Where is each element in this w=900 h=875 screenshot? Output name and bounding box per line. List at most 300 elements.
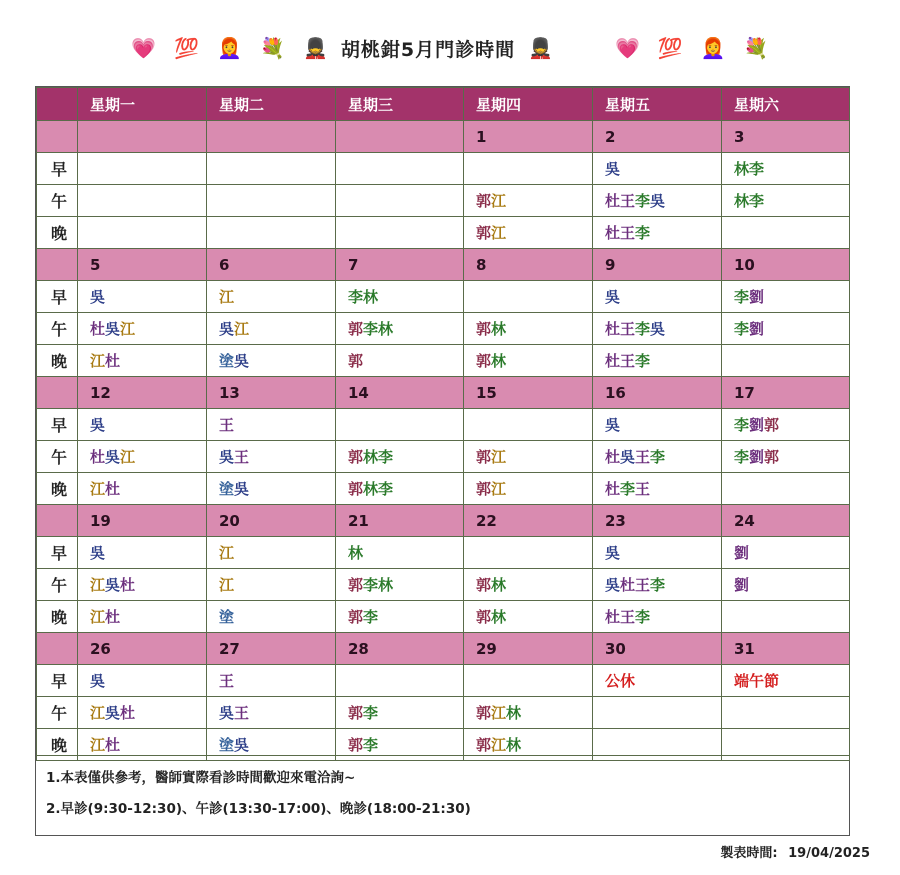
slot-label: 午 bbox=[37, 441, 78, 473]
doctor-cell bbox=[593, 697, 722, 729]
doctor-cell bbox=[78, 601, 207, 633]
doctor-name: 杜 bbox=[605, 608, 621, 626]
doctor-cell bbox=[336, 665, 464, 697]
doctor-name: 林 bbox=[734, 192, 750, 210]
left-emoji-0: 💗 bbox=[131, 36, 157, 60]
doctor-cell bbox=[593, 217, 722, 249]
doctor-cell bbox=[78, 281, 207, 313]
doctor-name: 郭 bbox=[476, 480, 492, 498]
doctor-cell bbox=[336, 601, 464, 633]
doctor-name: 李 bbox=[363, 704, 379, 722]
doctor-cell bbox=[78, 185, 207, 217]
doctor-name: 王 bbox=[620, 608, 636, 626]
doctor-cell bbox=[722, 313, 850, 345]
doctor-name: 李 bbox=[363, 320, 379, 338]
date-cell: 8 bbox=[464, 249, 593, 281]
doctor-name: 江 bbox=[219, 288, 235, 306]
doctor-name: 王 bbox=[620, 352, 636, 370]
date-row bbox=[37, 121, 850, 153]
doctor-cell bbox=[336, 409, 464, 441]
doctor-cell bbox=[593, 473, 722, 505]
slot-label: 午 bbox=[37, 697, 78, 729]
doctor-cell bbox=[722, 569, 850, 601]
doctor-name: 林 bbox=[348, 544, 364, 562]
date-cell: 1 bbox=[464, 121, 593, 153]
slot-label: 午 bbox=[37, 569, 78, 601]
slot-row bbox=[37, 409, 850, 441]
doctor-name: 林 bbox=[363, 448, 379, 466]
date-cell: 23 bbox=[593, 505, 722, 537]
doctor-name: 林 bbox=[506, 736, 522, 754]
title-bar bbox=[0, 28, 900, 68]
doctor-name: 吳 bbox=[605, 416, 621, 434]
doctor-cell bbox=[336, 217, 464, 249]
slot-row bbox=[37, 217, 850, 249]
doctor-name: 郭 bbox=[476, 320, 492, 338]
doctor-name: 王 bbox=[620, 320, 636, 338]
left-emoji-1: 💯 bbox=[174, 36, 200, 60]
slot-row bbox=[37, 601, 850, 633]
slot-label: 晚 bbox=[37, 601, 78, 633]
doctor-name: 郭 bbox=[476, 704, 492, 722]
doctor-cell bbox=[207, 409, 336, 441]
doctor-cell bbox=[78, 153, 207, 185]
doctor-name: 郭 bbox=[348, 608, 364, 626]
date-cell: 7 bbox=[336, 249, 464, 281]
doctor-name: 杜 bbox=[90, 448, 106, 466]
doctor-name: 王 bbox=[234, 704, 250, 722]
date-row-corner bbox=[37, 121, 78, 153]
date-cell: 9 bbox=[593, 249, 722, 281]
doctor-cell bbox=[78, 313, 207, 345]
slot-row bbox=[37, 345, 850, 377]
date-cell: 13 bbox=[207, 377, 336, 409]
doctor-cell bbox=[722, 697, 850, 729]
slot-label: 晚 bbox=[37, 729, 78, 761]
doctor-cell bbox=[336, 153, 464, 185]
doctor-name: 王 bbox=[635, 480, 651, 498]
doctor-name: 江 bbox=[90, 704, 106, 722]
date-cell: 16 bbox=[593, 377, 722, 409]
doctor-cell bbox=[207, 217, 336, 249]
doctor-cell bbox=[593, 313, 722, 345]
doctor-name: 吳 bbox=[605, 160, 621, 178]
doctor-name: 江 bbox=[90, 736, 106, 754]
doctor-cell bbox=[722, 345, 850, 377]
schedule-body bbox=[37, 121, 850, 761]
doctor-name: 郭 bbox=[348, 352, 364, 370]
doctor-name: 李 bbox=[363, 576, 379, 594]
made-time-label: 製表時間: bbox=[720, 846, 778, 861]
doctor-name: 李 bbox=[620, 480, 636, 498]
doctor-name: 李 bbox=[378, 448, 394, 466]
doctor-name: 吳 bbox=[90, 416, 106, 434]
doctor-name: 塗 bbox=[219, 608, 235, 626]
doctor-cell bbox=[722, 665, 850, 697]
date-cell: 19 bbox=[78, 505, 207, 537]
doctor-cell bbox=[722, 281, 850, 313]
slot-row bbox=[37, 281, 850, 313]
doctor-name: 李 bbox=[749, 160, 765, 178]
doctor-name: 劉 bbox=[734, 544, 750, 562]
doctor-name: 塗 bbox=[219, 352, 235, 370]
doctor-name: 江 bbox=[491, 480, 507, 498]
slot-row bbox=[37, 473, 850, 505]
doctor-cell bbox=[78, 473, 207, 505]
doctor-name: 吳 bbox=[219, 704, 235, 722]
date-row bbox=[37, 377, 850, 409]
right-emoji-3: 💐 bbox=[743, 36, 769, 60]
doctor-name: 吳 bbox=[90, 672, 106, 690]
doctor-cell bbox=[464, 345, 593, 377]
doctor-name: 李 bbox=[635, 352, 651, 370]
doctor-cell bbox=[336, 281, 464, 313]
doctor-cell bbox=[722, 217, 850, 249]
slot-label: 早 bbox=[37, 665, 78, 697]
doctor-cell bbox=[78, 217, 207, 249]
doctor-cell bbox=[722, 185, 850, 217]
date-cell: 30 bbox=[593, 633, 722, 665]
doctor-cell bbox=[722, 601, 850, 633]
doctor-cell bbox=[207, 281, 336, 313]
doctor-name: 杜 bbox=[605, 480, 621, 498]
doctor-cell bbox=[593, 441, 722, 473]
doctor-name: 吳 bbox=[234, 352, 250, 370]
doctor-name: 劉 bbox=[734, 576, 750, 594]
doctor-name: 郭 bbox=[476, 224, 492, 242]
weekday-header-1: 星期一 bbox=[78, 88, 207, 121]
date-row bbox=[37, 633, 850, 665]
doctor-name: 吳 bbox=[219, 448, 235, 466]
doctor-cell bbox=[722, 473, 850, 505]
doctor-name: 吳 bbox=[90, 288, 106, 306]
date-cell: 6 bbox=[207, 249, 336, 281]
doctor-cell bbox=[722, 537, 850, 569]
doctor-cell bbox=[464, 217, 593, 249]
doctor-name: 杜 bbox=[605, 224, 621, 242]
date-cell: 2 bbox=[593, 121, 722, 153]
doctor-name: 吳 bbox=[620, 448, 636, 466]
doctor-name: 江 bbox=[491, 224, 507, 242]
doctor-name: 王 bbox=[219, 416, 235, 434]
doctor-name: 杜 bbox=[120, 576, 136, 594]
doctor-name: 郭 bbox=[348, 320, 364, 338]
doctor-name: 吳 bbox=[605, 576, 621, 594]
note-1: 1.本表僅供參考，醫師實際看診時間歡迎來電洽詢~ bbox=[46, 770, 356, 786]
schedule-table-frame bbox=[35, 86, 850, 836]
date-cell bbox=[336, 121, 464, 153]
doctor-name: 王 bbox=[234, 448, 250, 466]
slot-row bbox=[37, 153, 850, 185]
doctor-name: 李 bbox=[363, 608, 379, 626]
weekday-header-6: 星期六 bbox=[722, 88, 850, 121]
doctor-name: 李 bbox=[635, 224, 651, 242]
doctor-cell bbox=[207, 473, 336, 505]
doctor-name: 吳 bbox=[234, 736, 250, 754]
doctor-cell bbox=[207, 185, 336, 217]
doctor-name: 吳 bbox=[105, 704, 121, 722]
date-cell bbox=[78, 121, 207, 153]
doctor-name: 李 bbox=[348, 288, 364, 306]
doctor-name: 李 bbox=[650, 576, 666, 594]
doctor-cell bbox=[464, 601, 593, 633]
doctor-name: 李 bbox=[734, 288, 750, 306]
date-cell: 12 bbox=[78, 377, 207, 409]
left-emoji-3: 💐 bbox=[260, 36, 285, 60]
doctor-cell bbox=[722, 409, 850, 441]
doctor-cell bbox=[464, 697, 593, 729]
doctor-cell bbox=[464, 665, 593, 697]
header-corner bbox=[37, 88, 78, 121]
date-cell: 26 bbox=[78, 633, 207, 665]
slot-row bbox=[37, 185, 850, 217]
doctor-cell bbox=[78, 665, 207, 697]
made-time-value: 19/04/2025 bbox=[788, 846, 870, 861]
slot-label: 晚 bbox=[37, 217, 78, 249]
doctor-name: 郭 bbox=[476, 576, 492, 594]
doctor-cell bbox=[464, 569, 593, 601]
doctor-name: 江 bbox=[90, 576, 106, 594]
doctor-name: 李 bbox=[635, 192, 651, 210]
guard-emoji-left: 💂 bbox=[302, 36, 328, 60]
doctor-name: 劉 bbox=[749, 448, 765, 466]
doctor-cell bbox=[207, 665, 336, 697]
doctor-name: 林 bbox=[363, 288, 379, 306]
date-cell: 28 bbox=[336, 633, 464, 665]
doctor-name: 林 bbox=[491, 352, 507, 370]
doctor-name: 林 bbox=[363, 480, 379, 498]
slot-label: 午 bbox=[37, 185, 78, 217]
doctor-cell bbox=[722, 153, 850, 185]
doctor-name: 杜 bbox=[105, 608, 121, 626]
date-cell: 29 bbox=[464, 633, 593, 665]
doctor-name: 王 bbox=[219, 672, 235, 690]
doctor-cell bbox=[593, 601, 722, 633]
doctor-name: 端午節 bbox=[734, 672, 780, 690]
notes-box bbox=[36, 755, 849, 835]
doctor-name: 郭 bbox=[348, 736, 364, 754]
doctor-cell bbox=[336, 345, 464, 377]
date-cell: 10 bbox=[722, 249, 850, 281]
doctor-name: 江 bbox=[234, 320, 250, 338]
doctor-name: 林 bbox=[378, 576, 394, 594]
doctor-cell bbox=[207, 313, 336, 345]
doctor-name: 吳 bbox=[650, 192, 666, 210]
date-cell: 3 bbox=[722, 121, 850, 153]
doctor-name: 劉 bbox=[749, 288, 765, 306]
slot-label: 晚 bbox=[37, 345, 78, 377]
doctor-name: 郭 bbox=[348, 448, 364, 466]
slot-row bbox=[37, 697, 850, 729]
doctor-name: 江 bbox=[491, 704, 507, 722]
doctor-name: 劉 bbox=[749, 416, 765, 434]
doctor-cell bbox=[593, 185, 722, 217]
doctor-name: 杜 bbox=[605, 352, 621, 370]
doctor-name: 塗 bbox=[219, 736, 235, 754]
doctor-name: 公休 bbox=[605, 672, 636, 690]
date-cell: 24 bbox=[722, 505, 850, 537]
doctor-name: 李 bbox=[734, 448, 750, 466]
slot-label: 早 bbox=[37, 281, 78, 313]
doctor-name: 杜 bbox=[620, 576, 636, 594]
doctor-name: 王 bbox=[635, 448, 651, 466]
doctor-name: 杜 bbox=[605, 448, 621, 466]
date-cell: 15 bbox=[464, 377, 593, 409]
doctor-name: 林 bbox=[491, 576, 507, 594]
date-cell bbox=[207, 121, 336, 153]
doctor-name: 郭 bbox=[764, 416, 780, 434]
doctor-cell bbox=[336, 473, 464, 505]
doctor-cell bbox=[207, 153, 336, 185]
slot-row bbox=[37, 537, 850, 569]
doctor-cell bbox=[78, 697, 207, 729]
doctor-name: 林 bbox=[734, 160, 750, 178]
doctor-name: 李 bbox=[635, 320, 651, 338]
doctor-cell bbox=[336, 313, 464, 345]
doctor-cell bbox=[207, 697, 336, 729]
doctor-cell bbox=[207, 569, 336, 601]
slot-row bbox=[37, 665, 850, 697]
weekday-header-row bbox=[37, 88, 850, 121]
doctor-cell bbox=[593, 281, 722, 313]
date-cell: 31 bbox=[722, 633, 850, 665]
doctor-name: 郭 bbox=[348, 576, 364, 594]
weekday-header-4: 星期四 bbox=[464, 88, 593, 121]
note-2: 2.早診(9:30-12:30)、午診(13:30-17:00)、晚診(18:00-21:30) bbox=[46, 801, 471, 817]
date-row-corner bbox=[37, 377, 78, 409]
doctor-name: 吳 bbox=[105, 448, 121, 466]
doctor-name: 吳 bbox=[105, 320, 121, 338]
date-cell: 22 bbox=[464, 505, 593, 537]
doctor-cell bbox=[336, 537, 464, 569]
slot-label: 早 bbox=[37, 153, 78, 185]
slot-row bbox=[37, 313, 850, 345]
doctor-cell bbox=[78, 537, 207, 569]
doctor-name: 吳 bbox=[650, 320, 666, 338]
doctor-name: 江 bbox=[90, 352, 106, 370]
right-emoji-0: 💗 bbox=[615, 36, 640, 60]
doctor-name: 李 bbox=[378, 480, 394, 498]
doctor-cell bbox=[593, 345, 722, 377]
right-emoji-1: 💯 bbox=[657, 36, 683, 60]
schedule-table bbox=[36, 87, 850, 761]
doctor-name: 李 bbox=[363, 736, 379, 754]
doctor-name: 郭 bbox=[476, 608, 492, 626]
right-emoji-group bbox=[606, 38, 778, 58]
doctor-cell bbox=[464, 441, 593, 473]
doctor-cell bbox=[78, 409, 207, 441]
doctor-name: 郭 bbox=[476, 448, 492, 466]
doctor-cell bbox=[464, 313, 593, 345]
doctor-name: 李 bbox=[734, 320, 750, 338]
doctor-name: 江 bbox=[120, 320, 136, 338]
doctor-cell bbox=[207, 601, 336, 633]
doctor-name: 江 bbox=[120, 448, 136, 466]
date-cell: 5 bbox=[78, 249, 207, 281]
weekday-header-5: 星期五 bbox=[593, 88, 722, 121]
doctor-cell bbox=[464, 185, 593, 217]
doctor-name: 李 bbox=[635, 608, 651, 626]
date-row-corner bbox=[37, 505, 78, 537]
date-cell: 20 bbox=[207, 505, 336, 537]
left-emoji-2: 👩‍🦰 bbox=[217, 36, 243, 60]
doctor-cell bbox=[464, 409, 593, 441]
doctor-name: 江 bbox=[90, 480, 106, 498]
doctor-name: 李 bbox=[734, 416, 750, 434]
doctor-cell bbox=[593, 537, 722, 569]
doctor-cell bbox=[336, 697, 464, 729]
doctor-name: 林 bbox=[491, 320, 507, 338]
doctor-cell bbox=[336, 185, 464, 217]
date-row-corner bbox=[37, 249, 78, 281]
date-cell: 27 bbox=[207, 633, 336, 665]
doctor-name: 吳 bbox=[219, 320, 235, 338]
doctor-cell bbox=[336, 441, 464, 473]
doctor-name: 林 bbox=[491, 608, 507, 626]
doctor-name: 郭 bbox=[476, 736, 492, 754]
doctor-name: 杜 bbox=[605, 320, 621, 338]
left-emoji-group bbox=[122, 38, 294, 58]
doctor-name: 林 bbox=[506, 704, 522, 722]
doctor-name: 吳 bbox=[605, 288, 621, 306]
doctor-name: 江 bbox=[219, 576, 235, 594]
doctor-name: 杜 bbox=[90, 320, 106, 338]
doctor-name: 吳 bbox=[90, 544, 106, 562]
doctor-name: 江 bbox=[491, 192, 507, 210]
doctor-cell bbox=[207, 537, 336, 569]
doctor-name: 郭 bbox=[348, 704, 364, 722]
slot-label: 午 bbox=[37, 313, 78, 345]
doctor-name: 杜 bbox=[605, 192, 621, 210]
doctor-name: 林 bbox=[378, 320, 394, 338]
doctor-cell bbox=[593, 569, 722, 601]
date-cell: 21 bbox=[336, 505, 464, 537]
doctor-name: 江 bbox=[491, 448, 507, 466]
doctor-name: 李 bbox=[650, 448, 666, 466]
doctor-name: 吳 bbox=[234, 480, 250, 498]
weekday-header-3: 星期三 bbox=[336, 88, 464, 121]
doctor-cell bbox=[464, 537, 593, 569]
doctor-name: 李 bbox=[749, 192, 765, 210]
doctor-cell bbox=[464, 473, 593, 505]
slot-label: 晚 bbox=[37, 473, 78, 505]
date-cell: 17 bbox=[722, 377, 850, 409]
doctor-name: 吳 bbox=[105, 576, 121, 594]
doctor-cell bbox=[464, 153, 593, 185]
slot-label: 早 bbox=[37, 537, 78, 569]
doctor-name: 劉 bbox=[749, 320, 765, 338]
doctor-name: 江 bbox=[219, 544, 235, 562]
doctor-cell bbox=[464, 281, 593, 313]
doctor-name: 杜 bbox=[105, 736, 121, 754]
page-title: 胡桃鉗5月門診時間 bbox=[340, 38, 516, 61]
doctor-cell bbox=[207, 345, 336, 377]
date-row bbox=[37, 505, 850, 537]
slot-row bbox=[37, 569, 850, 601]
guard-emoji-right: 💂 bbox=[528, 36, 554, 60]
date-row bbox=[37, 249, 850, 281]
doctor-cell bbox=[336, 569, 464, 601]
doctor-name: 郭 bbox=[764, 448, 780, 466]
date-cell: 14 bbox=[336, 377, 464, 409]
doctor-cell bbox=[722, 441, 850, 473]
doctor-name: 江 bbox=[90, 608, 106, 626]
doctor-cell bbox=[593, 665, 722, 697]
doctor-cell bbox=[593, 409, 722, 441]
right-emoji-2: 👩‍🦰 bbox=[700, 36, 726, 60]
doctor-name: 王 bbox=[620, 192, 636, 210]
doctor-name: 塗 bbox=[219, 480, 235, 498]
